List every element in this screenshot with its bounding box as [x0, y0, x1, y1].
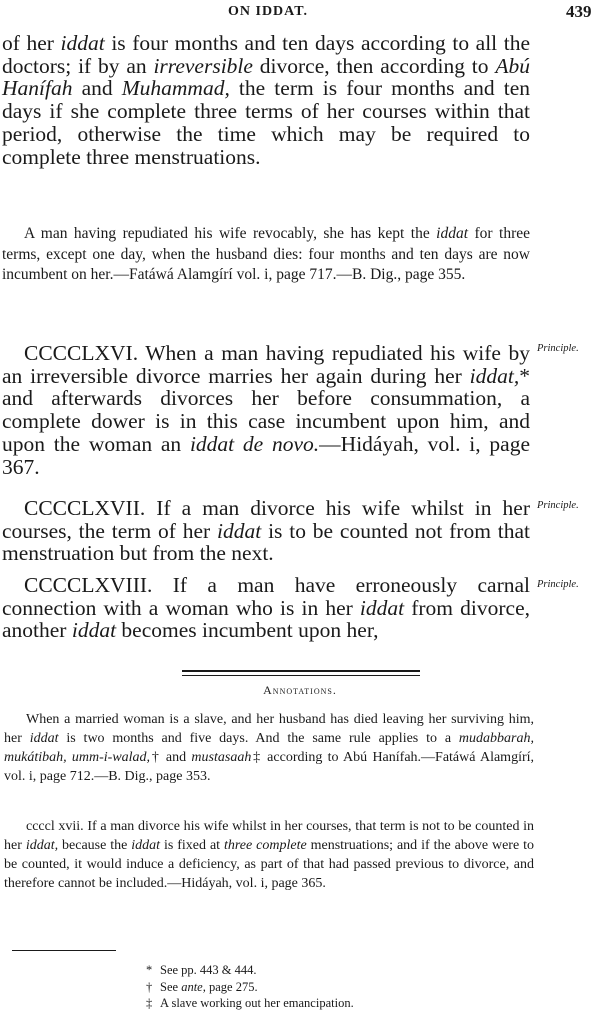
- footnote: ‡ A slave working out her emancipation.: [146, 996, 354, 1010]
- footnote-mark: *: [146, 963, 153, 977]
- running-head: [0, 2, 600, 24]
- running-title: ON IDDAT.: [228, 4, 309, 19]
- main-paragraph-continuation: of her iddat is four months and ten days according to all the doctors; if by an irreversible divorce, then according to Abú Hanífah and Muhammad, the term is four months and ten days if she complete three terms of her courses within that period, otherwise the time which may be required to complete three menstruations.: [2, 31, 530, 169]
- annotation-paragraph: ccccl xvii. If a man divorce his wife whilst in her courses, that term is not to be counted in her iddat, because the iddat is fixed at three complete menstruations; and if the above were to be counted, it would induce a deficiency, as part of that had passed previous to divorce, and therefore cannot be included.—Hidáyah, vol. i, page 365.: [4, 819, 534, 891]
- footnote: † See ante, page 275.: [146, 979, 258, 994]
- principle-ccccclxvi: CCCCLXVI. When a man having repudiated his wife by an irreversible divorce marries her again during her iddat,* and afterwards divorces her before consummation, a complete dower is in this case incumbent upon him, and upon the woman an iddat de novo.—Hidáyah, vol. i, page 367.: [2, 341, 530, 479]
- section-divider: [182, 670, 420, 672]
- illustration-paragraph: A man having repudiated his wife revocably, she has kept the iddat for three terms, except one day, when the husband dies: four months and ten days are now incumbent on her.—Fatáwá Alamgírí vol. i, page 717.—B. Dig., page 355.: [2, 225, 530, 283]
- margin-note-principle: Principle.: [537, 343, 579, 354]
- annotations-heading: Annotations.: [263, 683, 337, 697]
- principle-ccccclxviii: CCCCLXVIII. If a man have erroneously carnal connection with a woman who is in her iddat from divorce, another iddat becomes incumbent upon her,: [2, 573, 530, 643]
- footnote-mark: ‡: [146, 996, 153, 1010]
- footnotes: [146, 962, 546, 1012]
- margin-note-principle: Principle.: [537, 579, 579, 590]
- principle-ccccclxvii: CCCCLXVII. If a man divorce his wife whilst in her courses, the term of her iddat is to be counted not from that menstruation but from the next.: [2, 496, 530, 566]
- page-number: 439: [566, 2, 592, 21]
- footnote-rule: [12, 950, 116, 951]
- footnote-mark: †: [146, 979, 153, 994]
- margin-note-principle: Principle.: [537, 500, 579, 511]
- annotation-paragraph: When a married woman is a slave, and her husband has died leaving her surviving him, her iddat is two months and five days. And the same rule applies to a mudabbarah, mukátibah, umm-i-walad,† and mustasaah‡ according to Abú Hanífah.—Fatáwá Alamgírí, vol. i, page 712.—B. Dig., page 353.: [4, 712, 535, 784]
- footnote: * See pp. 443 & 444.: [146, 963, 257, 977]
- section-divider: [182, 675, 420, 676]
